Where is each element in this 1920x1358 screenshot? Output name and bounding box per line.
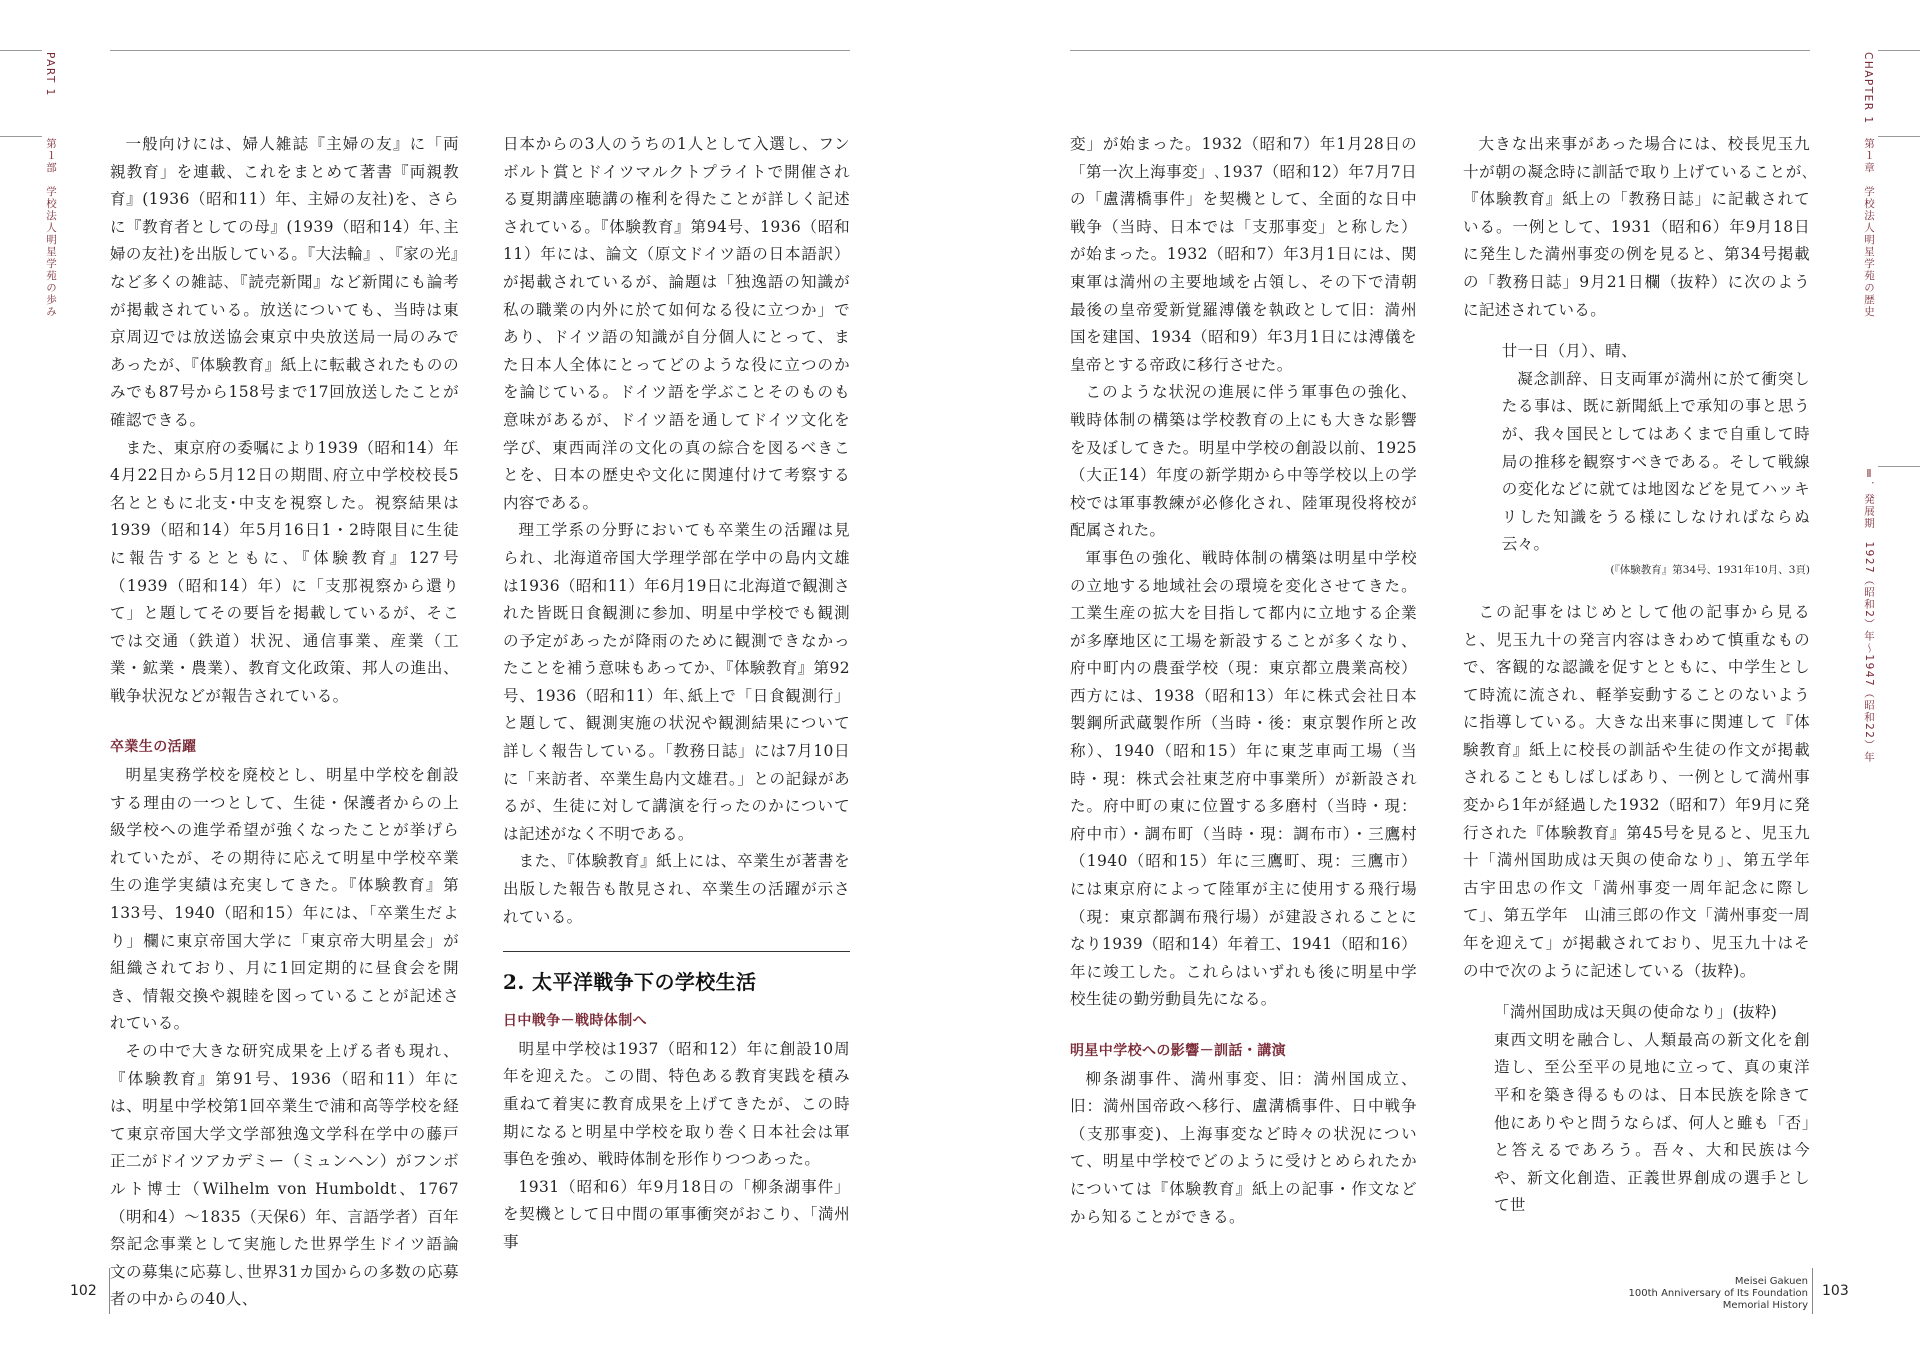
top-rule-left: [110, 50, 850, 51]
quote-line: 凝念訓辞、日支両軍が満州に於て衝突したる事は、既に新聞紙上で承知の事と思うが、我々国民としてはあくまで自重して時局の推移を観察すべきである。そして戦線の変化などに就ては地図などを見てハッキリした知識をうる様にしなければならぬ云々。: [1501, 369, 1810, 554]
paragraph: 変」が始まった。1932（昭和7）年1月28日の「第一次上海事変」､1937（昭和12）年7月7日の「盧溝橋事件」を契機として、全面的な日中戦争（当時、日本では「支那事変」と称した）が始まった。1932（昭和7）年3月1日には、関東軍は満州の主要地域を占領し、その下で清朝最後の皇帝愛新覚羅溥儀を執政として旧：満州国を建国、1934（昭和9）年3月1日には溥儀を皇帝とする帝政に移行させた。: [1070, 135, 1417, 374]
quote-block: [1463, 338, 1810, 559]
quote-line: 「満州国助成は天與の使命なり」(抜粋): [1494, 1003, 1778, 1022]
footer-line: Meisei Gakuen: [1734, 1276, 1808, 1287]
quote-line: 東西文明を融合し、人類最高の新文化を創造し、至公至平の見地に立って、真の東洋平和を築き得るものは、日本民族を除きて他にありやと問うならば、何人と雖も「否」と答えるであろう。吾々、大和民族は今や、新文化創造、正義世界創成の選手として世: [1494, 1030, 1810, 1215]
paragraph: また、東京府の委嘱により1939（昭和14）年4月22日から5月12日の期間､府立中学校校長5名とともに北支･中支を視察した。視察結果は1939（昭和14）年5月16日1・2時限目に生徒に報告するとともに､『体験教育』127号（1939（昭和14）年）に「支那視察から還りて」と題してその要旨を掲載しているが、そこでは交通（鉄道）状況、通信事業、産業（工業・鉱業・農業）、教育文化政策、邦人の進出、戦争状況などが報告されている。: [110, 438, 459, 705]
subheading: 明星中学校への影響－訓話・講演: [1070, 1043, 1286, 1059]
quote-block: [1463, 999, 1810, 1220]
section-heading: 2. 太平洋戦争下の学校生活: [503, 951, 850, 1002]
paragraph: 大きな出来事があった場合には、校長児玉九十が朝の凝念時に訓話で取り上げていることが､『体験教育』紙上の「教務日誌」に記載されている。一例として、1931（昭和6）年9月18日に発生した満州事変の例を見ると、第34号掲載の「教務日誌」9月21日欄（抜粋）に次のように記述されている。: [1463, 135, 1810, 319]
paragraph: 一般向けには、婦人雑誌『主婦の友』に「両親教育」を連載、これをまとめて著書『両親教育』(1936（昭和11）年、主婦の友社)を、さらに『教育者としての母』(1939（昭和14）年､主婦の友社)を出版している。『大法輪』､『家の光』など多くの雑誌､『読売新聞』など新聞にも論考が掲載されている。放送についても、当時は東京周辺では放送協会東京中央放送局一局のみであったが、『体験教育』紙上に転載されたもののみでも87号から158号まで17回放送したことが確認できる。: [110, 135, 459, 429]
period-label: Ⅱ．発展期 1927（昭和2）年～1947（昭和22）年: [1863, 468, 1875, 764]
paragraph: 明星中学校は1937（昭和12）年に創設10周年を迎えた。この間、特色ある教育実践を積み重ねて着実に教育成果を上げてきたが、この時期になると明星中学校を取り巻く日本社会は軍事色を強め、戦時体制を形作りつつあった。: [503, 1039, 850, 1169]
page-number-right: 103: [1822, 1283, 1849, 1299]
margin-rule-right-top: [1878, 50, 1920, 51]
paragraph: 日本からの3人のうちの1人として入選し、フンボルト賞とドイツマルクトプライトで開催される夏期講座聴講の権利を得たことが詳しく記述されている。『体験教育』第94号、1936（昭和11）年には、論文（原文ドイツ語の日本語訳）が掲載されているが、論題は「独逸語の知識が私の職業の内外に於て如何なる役に立つか」であり、ドイツ語の知識が自分個人にとって、また日本人全体にとってどのような役に立つのかを論じている。ドイツ語を学ぶことそのものも意味があるが、ドイツ語を通してドイツ文化を学び、東西両洋の文化の真の綜合を図るべきことを、日本の歴史や文化に関連付けて考察する内容である。: [503, 135, 850, 512]
margin-rule-right-period: [1878, 466, 1920, 467]
subheading: 卒業生の活躍: [110, 739, 197, 756]
paragraph: このような状況の進展に伴う軍事色の強化、戦時体制の構築は学校教育の上にも大きな影響を及ぼしてきた。明星中学校の創設以前、1925（大正14）年度の新学期から中等学校以上の学校では軍事教練が必修化され、陸軍現役将校が配属された。: [1070, 383, 1417, 540]
right-column-2: [1463, 131, 1826, 1220]
paragraph: その中で大きな研究成果を上げる者も現れ、『体験教育』第91号、1936（昭和11）年には、明星中学校第1回卒業生で浦和高等学校を経て東京帝国大学文学部独逸文学科在学中の藤戸正二がドイツアカデミー（ミュンヘン）がフンボルト博士（Wilhelm von Humboldt、1767（明和4）～1835（天保6）年、言語学者）百年祭記念事業として実施した世界学生ドイツ語論文の募集に応募し､世界31カ国からの多数の応募者の中からの40人、: [110, 1042, 459, 1309]
paragraph: 明星実務学校を廃校とし、明星中学校を創設する理由の一つとして、生徒・保護者からの上級学校への進学希望が強くなったことが挙げられていたが、その期待に応えて明星中学校卒業生の進学実績は充実してきた。『体験教育』第133号、1940（昭和15）年には、「卒業生だより」欄に東京帝国大学に「東京帝大明星会」が組織されており、月に1回定期的に昼食会を開き、情報交換や親睦を図っていることが記述されている。: [110, 766, 459, 1033]
paragraph: 理工学系の分野においても卒業生の活躍は見られ、北海道帝国大学理学部在学中の島内文雄は1936（昭和11）年6月19日に北海道で観測された皆既日食観測に参加、明星中学校でも観測の予定があったが降雨のために観測できなかったことを補う意味もあってか､『体験教育』第92号、1936（昭和11）年､紙上で「日食観測行」と題して、観測実施の状況や観測結果について詳しく報告している。「教務日誌」には7月10日に「来訪者、卒業生島内文雄君。」との記録があるが、生徒に対して講演を行ったのかについては記述がなく不明である。: [503, 521, 850, 843]
footer-line: Memorial History: [1722, 1300, 1808, 1311]
left-column-2: [503, 131, 850, 1257]
chapter-title: 第１章 学校法人明星学苑の歴史: [1863, 138, 1875, 318]
quote-line: 廿一日（月）、晴、: [1501, 342, 1638, 361]
margin-rule-right-mid: [1878, 136, 1920, 137]
paragraph: 1931（昭和6）年9月18日の「柳条湖事件」を契機として日中間の軍事衝突がおこり、「満州事: [503, 1177, 850, 1251]
footer-line: 100th Anniversary of Its Foundation: [1628, 1288, 1808, 1299]
page-number-divider-left: [109, 1268, 110, 1314]
margin-rule-left-top: [0, 50, 42, 51]
section-label: 第１部 学校法人明星学苑の歩み: [45, 138, 57, 318]
margin-rule-left-mid: [0, 136, 42, 137]
page-number-left: 102: [70, 1283, 97, 1299]
footer-title: [1508, 1276, 1808, 1312]
part-label: PART 1: [44, 52, 56, 97]
paragraph: 軍事色の強化、戦時体制の構築は明星中学校の立地する地域社会の環境を変化させてきた。工業生産の拡大を目指して都内に立地する企業が多摩地区に工場を新設することが多くなり、府中町内の農蚕学校（現：東京都立農業高校）西方には、1938（昭和13）年に株式会社日本製鋼所武蔵製作所（当時・後：東京製作所と改称）、1940（昭和15）年に東芝車両工場（当時・現：株式会社東芝府中事業所）が新設された。府中町の東に位置する多磨村（当時・現：府中市）・調布町（当時・現：調布市）・三鷹村（1940（昭和15）年に三鷹町、現：三鷹市）には東京府によって陸軍が主に使用する飛行場（現：東京都調布飛行場）が建設されることになり1939（昭和14）年着工、1941（昭和16）年に竣工した。これらはいずれも後に明星中学校生徒の勤労動員先になる。: [1070, 548, 1417, 1009]
paragraph: この記事をはじめとして他の記事から見ると、児玉九十の発言内容はきわめて慎重なもので、客観的な認識を促すとともに、中学生として時流に流され、軽挙妄動することのないように指導している。大きな出来事に関連して『体験教育』紙上に校長の訓話や生徒の作文が掲載されることもしばしばあり、一例として満州事変から1年が経過した1932（昭和7）年9月に発行された『体験教育』第45号を見ると、児玉九十「満州国助成は天與の使命なり」、第五学年 古宇田忠の作文「満州事変一周年記念に際して」、第五学年 山浦三郎の作文「満州事変一周年を迎えて」が掲載されており、児玉九十はその中で次のように記述している（抜粋)。: [1463, 602, 1826, 980]
chapter-label: CHAPTER 1: [1862, 52, 1874, 125]
paragraph: 柳条湖事件、満州事変、旧：満州国成立、旧：満州国帝政へ移行、盧溝橋事件、日中戦争（支那事変)、上海事変など時々の状況について、明星中学校でどのように受けとめられたかについては『体験教育』紙上の記事・作文などから知ることができる。: [1070, 1069, 1417, 1226]
subheading: 日中戦争－戦時体制へ: [503, 1013, 647, 1030]
left-column-1: [110, 131, 459, 1314]
citation: (『体験教育』第34号、1931年10月、3頁): [1610, 563, 1810, 576]
top-rule-right: [1070, 50, 1810, 51]
right-column-1: [1070, 131, 1417, 1231]
page-number-divider-right: [1812, 1268, 1813, 1314]
paragraph: また､『体験教育』紙上には、卒業生が著書を出版した報告も散見され、卒業生の活躍が示されている。: [503, 852, 850, 926]
